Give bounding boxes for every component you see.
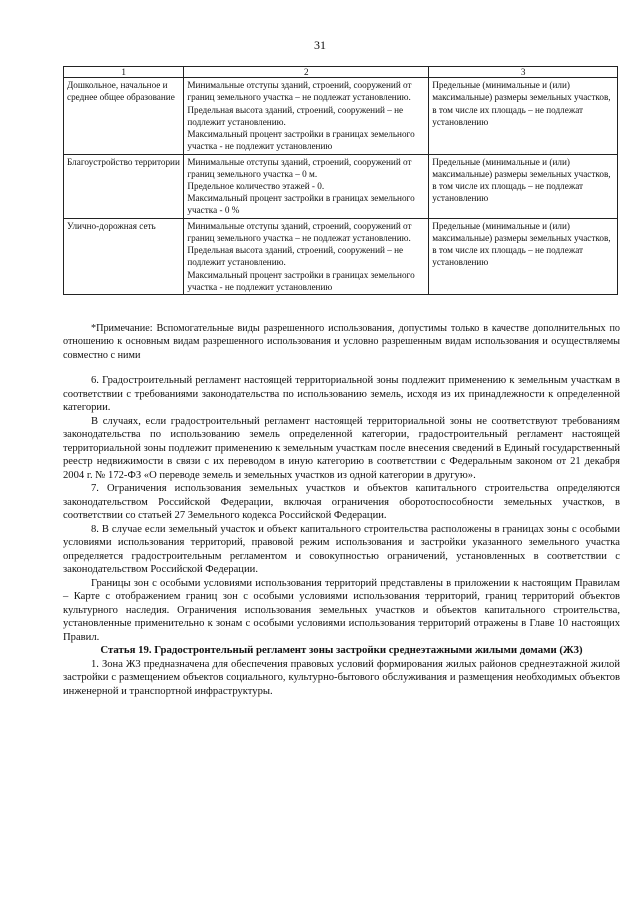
table-row bbox=[64, 78, 618, 154]
paragraph-zone-boundaries: Границы зон с особыми условиями использования территорий представлены в приложении к настоящим Правилам – Карте с отображением границ зон с особыми условиями использования территорий, границ территорий объектов культурного наследия. Ограничения использования земельных участков и объектов капитального строительства, установленные применительно к зонам с особыми условиями использования территорий отражены в Главе 10 настоящих Правил. bbox=[63, 577, 620, 643]
use-type-cell: Дошкольное, начальное и среднее общее образование bbox=[64, 78, 184, 154]
paragraph-6: 6. Градостроительный регламент настоящей территориальной зоны подлежит применению к земельным участкам в соответствии с требованиями законодательства по использованию земель, исходя из их принадлежности к определенной категории. bbox=[63, 375, 620, 413]
document-body bbox=[63, 374, 620, 698]
page-number: 31 bbox=[314, 38, 326, 52]
plot-size-cell: Предельные (минимальные и (или) максимальные) размеры земельных участков, в том числе их площадь – не подлежат установлению bbox=[429, 78, 618, 154]
table-header-cell: 1 bbox=[64, 67, 184, 78]
plot-size-cell: Предельные (минимальные и (или) максимальные) размеры земельных участков, в том числе их площадь – не подлежат установлению bbox=[429, 218, 618, 294]
article-heading: Статья 19. Градостронтельный регламент зоны застройки среднеэтажными жилыми домами (Ж3) bbox=[100, 644, 583, 656]
parameters-cell: Минимальные отступы зданий, строений, сооружений от границ земельного участка – не подлежат установлению. Предельная высота зданий, строений, сооружений – не подлежит установлению. Максимальный процент застройки в границах земельного участка - не подлежит установлению bbox=[184, 78, 429, 154]
table-header-row bbox=[64, 67, 618, 78]
paragraph-8: 8. В случае если земельный участок и объект капитального строительства расположены в границах зоны с особыми условиями использования территорий, правовой режим использования и застройки указанного земельного участка определяется градостроительным регламентом и совокупностью ограничений, установленных в соответствии с законодательством Российской Федерации. bbox=[63, 523, 620, 575]
note-text: *Примечание: Вспомогательные виды разрешенного использования, допустимы только в качестве дополнительных по отношению к основным видам разрешенного использования и условно разрешенным видам использования и осуществляемы совместно с ними bbox=[63, 323, 620, 361]
paragraph-7: 7. Ограничения использования земельных участков и объектов капитального строительства определяются законодательством Российской Федерации, включая ограничения оборотоспособности земельных участков, в соответствии со статьей 27 Земельного кодекса Российской Федерации. bbox=[63, 483, 620, 521]
table-note bbox=[63, 322, 620, 362]
use-type-cell: Благоустройство территории bbox=[64, 154, 184, 218]
table-header-cell: 2 bbox=[184, 67, 429, 78]
use-type-cell: Улично-дорожная сеть bbox=[64, 218, 184, 294]
table-row bbox=[64, 154, 618, 218]
parameters-cell: Минимальные отступы зданий, строений, сооружений от границ земельного участка – не подлежат установлению. Предельная высота зданий, строений, сооружений – не подлежит установлению. Максимальный процент застройки в границах земельного участка - не подлежит установлению bbox=[184, 218, 429, 294]
article-paragraph-1: 1. Зона Ж3 предназначена для обеспечения правовых условий формирования жилых районов среднеэтажной жилой застройки с размещением объектов социального, культурно-бытового обслуживания и размещения необходимых объектов инженерной и транспортной инфраструктуры. bbox=[63, 658, 620, 697]
table-header-cell: 3 bbox=[429, 67, 618, 78]
parameters-cell: Минимальные отступы зданий, строений, сооружений от границ земельного участка – 0 м. Предельное количество этажей - 0. Максимальный процент застройки в границах земельного участка - 0 % bbox=[184, 154, 429, 218]
table-row bbox=[64, 218, 618, 294]
regulation-table bbox=[63, 66, 618, 295]
paragraph-category-cases: В случаях, если градостроительный регламент настоящей территориальной зоны не соответствуют требованиям законодательства по использованию земель определенной категории, градостроительный регламент настоящей территориальной зоны подлежит применению к земельным участкам после внесения сведений в Единый государственный реестр недвижимости в связи с их переводом в иную категорию в соответствии с Федеральным законом от 21 декабря 2004 г. № 172-ФЗ «О переводе земель и земельных участков из одной категории в другую». bbox=[63, 415, 620, 481]
plot-size-cell: Предельные (минимальные и (или) максимальные) размеры земельных участков, в том числе их площадь – не подлежат установлению bbox=[429, 154, 618, 218]
